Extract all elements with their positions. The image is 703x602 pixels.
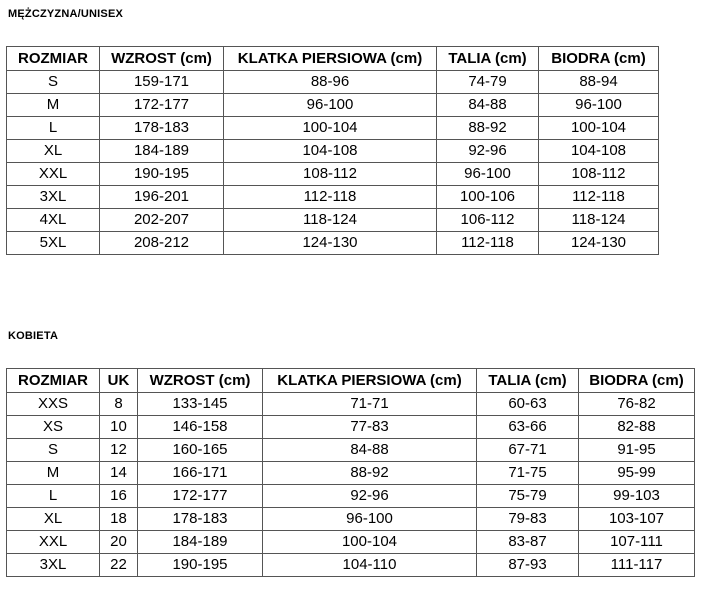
women-cell-size: XXS bbox=[7, 393, 100, 416]
women-cell-height: 146-158 bbox=[138, 416, 263, 439]
women-cell-uk: 12 bbox=[100, 439, 138, 462]
women-cell-height: 190-195 bbox=[138, 554, 263, 577]
women-table-row bbox=[7, 462, 695, 485]
men-cell-hips: 88-94 bbox=[539, 71, 659, 94]
men-cell-size: L bbox=[7, 117, 100, 140]
women-cell-size: M bbox=[7, 462, 100, 485]
men-cell-hips: 104-108 bbox=[539, 140, 659, 163]
women-table-row bbox=[7, 485, 695, 508]
men-cell-size: 4XL bbox=[7, 209, 100, 232]
women-cell-waist: 67-71 bbox=[477, 439, 579, 462]
women-header-uk: UK bbox=[100, 369, 138, 393]
men-header-height: WZROST (cm) bbox=[100, 47, 224, 71]
men-table-row bbox=[7, 232, 659, 255]
women-header-chest: KLATKA PIERSIOWA (cm) bbox=[263, 369, 477, 393]
men-table-row bbox=[7, 186, 659, 209]
women-cell-height: 184-189 bbox=[138, 531, 263, 554]
men-cell-hips: 100-104 bbox=[539, 117, 659, 140]
women-cell-waist: 60-63 bbox=[477, 393, 579, 416]
women-cell-waist: 63-66 bbox=[477, 416, 579, 439]
women-cell-chest: 77-83 bbox=[263, 416, 477, 439]
men-cell-chest: 118-124 bbox=[224, 209, 437, 232]
men-header-hips: BIODRA (cm) bbox=[539, 47, 659, 71]
women-size-table bbox=[6, 368, 695, 577]
women-cell-size: S bbox=[7, 439, 100, 462]
men-section-title: MĘŻCZYZNA/UNISEX bbox=[8, 8, 124, 20]
women-cell-size: XL bbox=[7, 508, 100, 531]
women-cell-waist: 75-79 bbox=[477, 485, 579, 508]
women-header-row bbox=[7, 369, 695, 393]
men-table-row bbox=[7, 71, 659, 94]
women-cell-uk: 20 bbox=[100, 531, 138, 554]
men-cell-height: 196-201 bbox=[100, 186, 224, 209]
men-cell-waist: 112-118 bbox=[437, 232, 539, 255]
men-cell-size: M bbox=[7, 94, 100, 117]
men-cell-size: XL bbox=[7, 140, 100, 163]
women-cell-uk: 10 bbox=[100, 416, 138, 439]
men-cell-height: 159-171 bbox=[100, 71, 224, 94]
men-cell-height: 184-189 bbox=[100, 140, 224, 163]
women-cell-size: XXL bbox=[7, 531, 100, 554]
women-section-title: KOBIETA bbox=[8, 330, 59, 342]
men-cell-waist: 96-100 bbox=[437, 163, 539, 186]
men-cell-chest: 100-104 bbox=[224, 117, 437, 140]
women-cell-uk: 18 bbox=[100, 508, 138, 531]
women-cell-hips: 91-95 bbox=[579, 439, 695, 462]
men-cell-height: 172-177 bbox=[100, 94, 224, 117]
men-table-row bbox=[7, 94, 659, 117]
women-header-height: WZROST (cm) bbox=[138, 369, 263, 393]
women-cell-waist: 83-87 bbox=[477, 531, 579, 554]
men-cell-size: S bbox=[7, 71, 100, 94]
women-cell-uk: 16 bbox=[100, 485, 138, 508]
women-cell-height: 160-165 bbox=[138, 439, 263, 462]
men-header-row bbox=[7, 47, 659, 71]
men-cell-hips: 112-118 bbox=[539, 186, 659, 209]
women-cell-size: XS bbox=[7, 416, 100, 439]
men-cell-waist: 106-112 bbox=[437, 209, 539, 232]
men-header-waist: TALIA (cm) bbox=[437, 47, 539, 71]
women-table-row bbox=[7, 416, 695, 439]
women-cell-chest: 84-88 bbox=[263, 439, 477, 462]
men-cell-waist: 100-106 bbox=[437, 186, 539, 209]
men-cell-chest: 96-100 bbox=[224, 94, 437, 117]
women-cell-chest: 100-104 bbox=[263, 531, 477, 554]
men-cell-chest: 88-96 bbox=[224, 71, 437, 94]
women-cell-waist: 71-75 bbox=[477, 462, 579, 485]
women-cell-uk: 8 bbox=[100, 393, 138, 416]
men-cell-hips: 108-112 bbox=[539, 163, 659, 186]
women-cell-uk: 14 bbox=[100, 462, 138, 485]
men-cell-height: 208-212 bbox=[100, 232, 224, 255]
women-cell-chest: 88-92 bbox=[263, 462, 477, 485]
men-table-row bbox=[7, 209, 659, 232]
women-cell-hips: 107-111 bbox=[579, 531, 695, 554]
women-table-row bbox=[7, 439, 695, 462]
women-cell-chest: 104-110 bbox=[263, 554, 477, 577]
women-table-row bbox=[7, 554, 695, 577]
men-cell-chest: 108-112 bbox=[224, 163, 437, 186]
men-table-row bbox=[7, 117, 659, 140]
women-table-row bbox=[7, 531, 695, 554]
women-cell-hips: 76-82 bbox=[579, 393, 695, 416]
men-cell-height: 190-195 bbox=[100, 163, 224, 186]
men-cell-size: 3XL bbox=[7, 186, 100, 209]
men-cell-hips: 124-130 bbox=[539, 232, 659, 255]
men-cell-waist: 84-88 bbox=[437, 94, 539, 117]
women-cell-hips: 95-99 bbox=[579, 462, 695, 485]
women-cell-waist: 87-93 bbox=[477, 554, 579, 577]
women-cell-size: 3XL bbox=[7, 554, 100, 577]
women-cell-chest: 96-100 bbox=[263, 508, 477, 531]
men-cell-height: 202-207 bbox=[100, 209, 224, 232]
women-table-row bbox=[7, 393, 695, 416]
men-cell-waist: 88-92 bbox=[437, 117, 539, 140]
women-cell-height: 172-177 bbox=[138, 485, 263, 508]
men-cell-height: 178-183 bbox=[100, 117, 224, 140]
men-cell-hips: 118-124 bbox=[539, 209, 659, 232]
women-cell-hips: 111-117 bbox=[579, 554, 695, 577]
men-cell-waist: 74-79 bbox=[437, 71, 539, 94]
men-cell-waist: 92-96 bbox=[437, 140, 539, 163]
men-table-row bbox=[7, 163, 659, 186]
men-cell-chest: 112-118 bbox=[224, 186, 437, 209]
men-header-size: ROZMIAR bbox=[7, 47, 100, 71]
women-table-row bbox=[7, 508, 695, 531]
women-cell-waist: 79-83 bbox=[477, 508, 579, 531]
women-header-hips: BIODRA (cm) bbox=[579, 369, 695, 393]
women-cell-chest: 92-96 bbox=[263, 485, 477, 508]
women-cell-hips: 103-107 bbox=[579, 508, 695, 531]
women-cell-height: 166-171 bbox=[138, 462, 263, 485]
men-header-chest: KLATKA PIERSIOWA (cm) bbox=[224, 47, 437, 71]
women-cell-height: 133-145 bbox=[138, 393, 263, 416]
women-cell-hips: 99-103 bbox=[579, 485, 695, 508]
women-cell-uk: 22 bbox=[100, 554, 138, 577]
men-cell-size: XXL bbox=[7, 163, 100, 186]
women-cell-hips: 82-88 bbox=[579, 416, 695, 439]
men-cell-hips: 96-100 bbox=[539, 94, 659, 117]
women-cell-size: L bbox=[7, 485, 100, 508]
women-cell-chest: 71-71 bbox=[263, 393, 477, 416]
women-header-size: ROZMIAR bbox=[7, 369, 100, 393]
women-cell-height: 178-183 bbox=[138, 508, 263, 531]
men-cell-size: 5XL bbox=[7, 232, 100, 255]
men-cell-chest: 104-108 bbox=[224, 140, 437, 163]
men-size-table bbox=[6, 46, 659, 255]
men-table-row bbox=[7, 140, 659, 163]
women-header-waist: TALIA (cm) bbox=[477, 369, 579, 393]
men-cell-chest: 124-130 bbox=[224, 232, 437, 255]
